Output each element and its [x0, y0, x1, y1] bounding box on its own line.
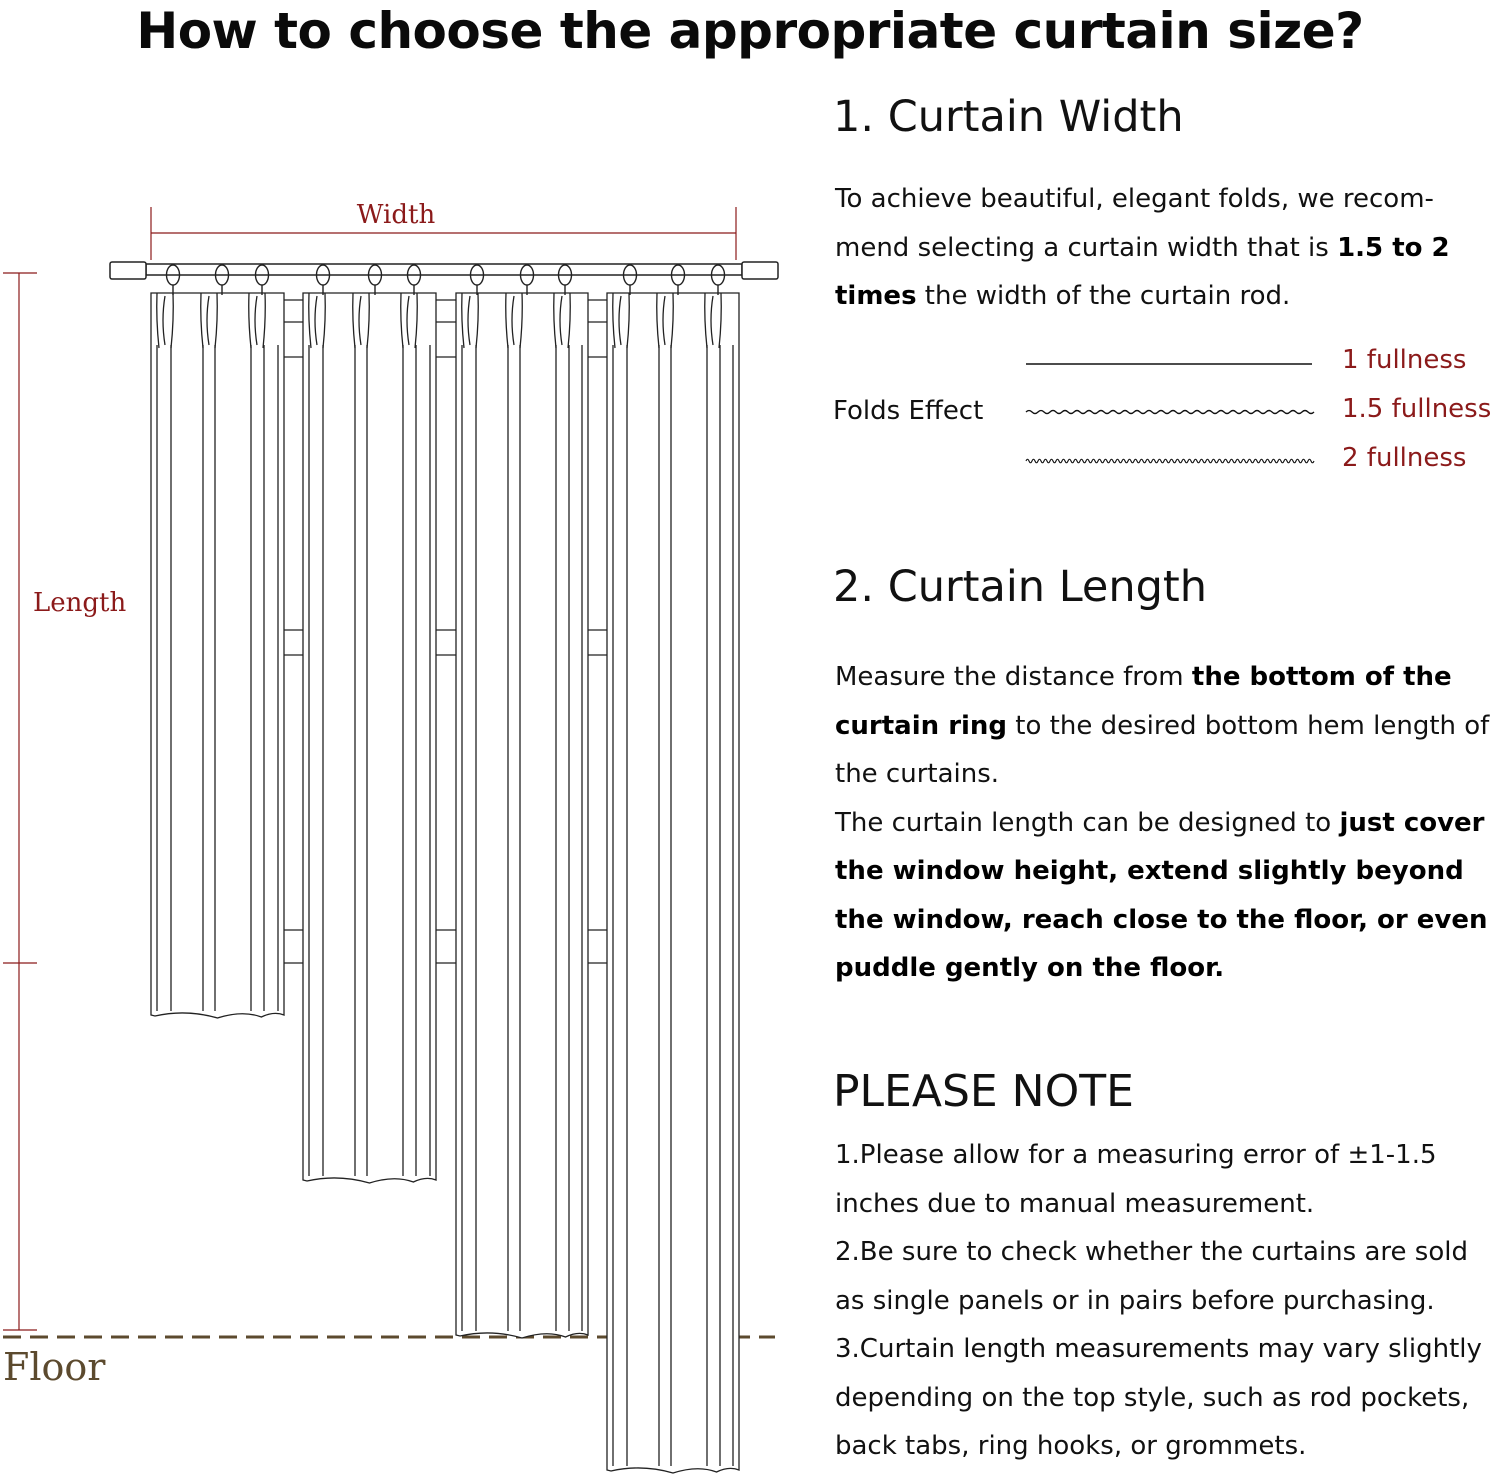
- curtain-panel: [607, 293, 739, 1473]
- width-label: Width: [356, 200, 436, 230]
- curtain-panel: [456, 293, 588, 1338]
- curtain-panel: [303, 293, 436, 1183]
- floor-label: Floor: [3, 1345, 106, 1389]
- folds-effect-lines: [1020, 350, 1320, 480]
- note-item: 3.Curtain length measurements may vary slightly depending on the top style, such as rod pockets, back tabs, ring hooks, or grommets.: [835, 1334, 1482, 1461]
- fold-line-2: [1026, 459, 1314, 463]
- please-note-list: [835, 1131, 1500, 1471]
- section-width-heading: 1. Curtain Width: [833, 92, 1184, 142]
- note-item: 2.Be sure to check whether the curtains are sold as single panels or in pairs before purchasing.: [835, 1237, 1468, 1316]
- curtain-diagram: [0, 170, 790, 1477]
- length-dimension: [3, 273, 37, 1330]
- length-paragraph-1: Measure the distance from the bottom of the curtain ring to the desired bottom hem length of the curtains.: [835, 662, 1490, 789]
- fullness-1-5-label: 1.5 fullness: [1342, 394, 1492, 424]
- fullness-1-label: 1 fullness: [1342, 345, 1467, 375]
- width-dimension: [151, 207, 736, 260]
- note-item: 1.Please allow for a measuring error of ±1-1.5 inches due to manual measurement.: [835, 1140, 1437, 1219]
- fold-line-1-5: [1026, 411, 1314, 414]
- section-length-heading: 2. Curtain Length: [833, 562, 1208, 612]
- length-paragraph-2: The curtain length can be designed to just cover the window height, extend slightly beyond the window, reach close to the floor, or even puddle gently on the floor.: [835, 807, 1488, 983]
- section-width-text: To achieve beautiful, elegant folds, we recom-mend selecting a curtain width that is 1.5 to 2 times the width of the curtain rod.: [835, 184, 1450, 311]
- section-length-text: [835, 653, 1500, 993]
- folds-effect-label: Folds Effect: [833, 396, 984, 426]
- page-title: How to choose the appropriate curtain size?: [136, 2, 1364, 60]
- length-label: Length: [33, 588, 127, 618]
- curtain-panel: [151, 293, 284, 1018]
- fullness-2-label: 2 fullness: [1342, 443, 1467, 473]
- please-note-heading: PLEASE NOTE: [833, 1066, 1134, 1117]
